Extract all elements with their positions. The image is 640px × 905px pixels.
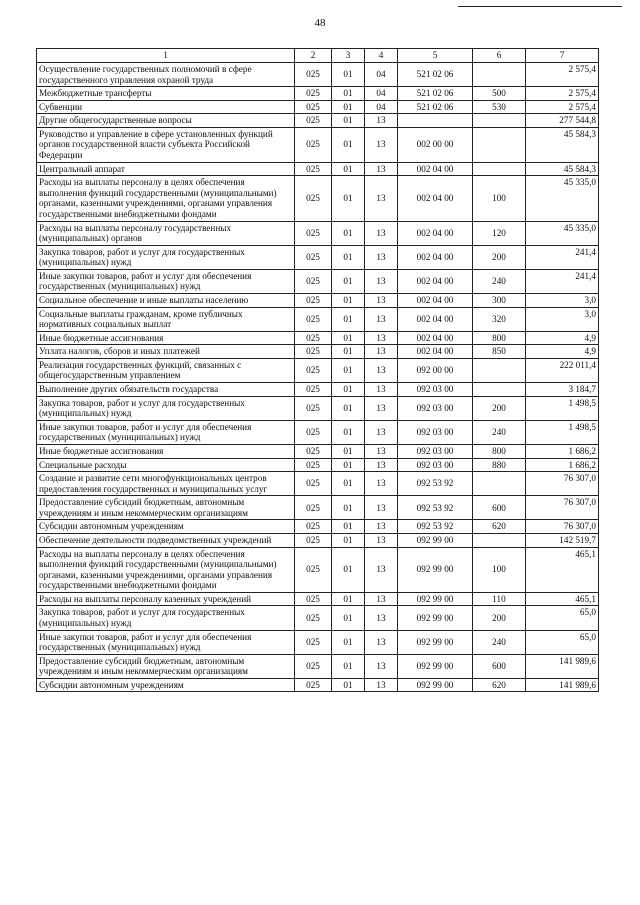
- subsection-code-cell: 13: [365, 444, 398, 458]
- item-name-cell: Иные бюджетные ассигнования: [37, 331, 295, 345]
- amount-cell: 142 519,7: [526, 533, 599, 547]
- expense-type-cell: 240: [473, 420, 526, 444]
- subsection-code-cell: 04: [365, 63, 398, 87]
- expense-type-cell: 620: [473, 520, 526, 534]
- amount-cell: 65,0: [526, 630, 599, 654]
- table-row: [37, 592, 599, 606]
- target-article-cell: 092 53 92: [398, 520, 473, 534]
- table-row: [37, 420, 599, 444]
- subsection-code-cell: 13: [365, 307, 398, 331]
- dept-code-cell: 025: [295, 100, 332, 114]
- table-row: [37, 307, 599, 331]
- dept-code-cell: 025: [295, 176, 332, 221]
- table-row: [37, 100, 599, 114]
- section-code-cell: 01: [332, 533, 365, 547]
- item-name-cell: Уплата налогов, сборов и иных платежей: [37, 345, 295, 359]
- expense-type-cell: 110: [473, 592, 526, 606]
- expense-type-cell: [473, 63, 526, 87]
- table-row: [37, 358, 599, 382]
- expense-type-cell: [473, 114, 526, 128]
- amount-cell: 1 686,2: [526, 458, 599, 472]
- item-name-cell: Закупка товаров, работ и услуг для государственных (муниципальных) нужд: [37, 396, 295, 420]
- subsection-code-cell: 13: [365, 458, 398, 472]
- section-code-cell: 01: [332, 654, 365, 678]
- section-code-cell: 01: [332, 100, 365, 114]
- subsection-code-cell: 13: [365, 221, 398, 245]
- dept-code-cell: 025: [295, 307, 332, 331]
- expense-type-cell: 800: [473, 444, 526, 458]
- expense-type-cell: 320: [473, 307, 526, 331]
- dept-code-cell: 025: [295, 63, 332, 87]
- dept-code-cell: 025: [295, 245, 332, 269]
- section-code-cell: 01: [332, 114, 365, 128]
- amount-cell: 3 184,7: [526, 383, 599, 397]
- target-article-cell: 092 99 00: [398, 630, 473, 654]
- item-name-cell: Межбюджетные трансферты: [37, 87, 295, 101]
- dept-code-cell: 025: [295, 606, 332, 630]
- table-row: [37, 678, 599, 692]
- header-row: [37, 49, 599, 63]
- target-article-cell: 092 99 00: [398, 592, 473, 606]
- expense-type-cell: 800: [473, 331, 526, 345]
- subsection-code-cell: 13: [365, 592, 398, 606]
- dept-code-cell: 025: [295, 472, 332, 496]
- amount-cell: 277 544,8: [526, 114, 599, 128]
- subsection-code-cell: 13: [365, 547, 398, 592]
- subsection-code-cell: 13: [365, 245, 398, 269]
- table-row: [37, 345, 599, 359]
- subsection-code-cell: 13: [365, 383, 398, 397]
- dept-code-cell: 025: [295, 127, 332, 162]
- expense-type-cell: [473, 358, 526, 382]
- target-article-cell: 002 04 00: [398, 245, 473, 269]
- subsection-code-cell: 13: [365, 114, 398, 128]
- expense-type-cell: 530: [473, 100, 526, 114]
- section-code-cell: 01: [332, 331, 365, 345]
- section-code-cell: 01: [332, 307, 365, 331]
- item-name-cell: Реализация государственных функций, связанных с общегосударственным управлением: [37, 358, 295, 382]
- dept-code-cell: 025: [295, 654, 332, 678]
- section-code-cell: 01: [332, 458, 365, 472]
- dept-code-cell: 025: [295, 496, 332, 520]
- section-code-cell: 01: [332, 127, 365, 162]
- section-code-cell: 01: [332, 520, 365, 534]
- header-cell: 4: [365, 49, 398, 63]
- budget-table: [36, 48, 599, 692]
- dept-code-cell: 025: [295, 221, 332, 245]
- amount-cell: 45 335,0: [526, 176, 599, 221]
- section-code-cell: 01: [332, 547, 365, 592]
- table-row: [37, 630, 599, 654]
- amount-cell: 141 989,6: [526, 678, 599, 692]
- item-name-cell: Иные бюджетные ассигнования: [37, 444, 295, 458]
- target-article-cell: 092 53 92: [398, 472, 473, 496]
- section-code-cell: 01: [332, 221, 365, 245]
- table-row: [37, 444, 599, 458]
- section-code-cell: 01: [332, 269, 365, 293]
- table-row: [37, 87, 599, 101]
- amount-cell: 65,0: [526, 606, 599, 630]
- table-row: [37, 606, 599, 630]
- section-code-cell: 01: [332, 293, 365, 307]
- subsection-code-cell: 13: [365, 269, 398, 293]
- target-article-cell: 092 03 00: [398, 420, 473, 444]
- amount-cell: 241,4: [526, 269, 599, 293]
- table-row: [37, 269, 599, 293]
- amount-cell: 4,9: [526, 345, 599, 359]
- target-article-cell: 092 03 00: [398, 383, 473, 397]
- dept-code-cell: 025: [295, 592, 332, 606]
- item-name-cell: Расходы на выплаты персоналу государственных (муниципальных) органов: [37, 221, 295, 245]
- subsection-code-cell: 13: [365, 472, 398, 496]
- expense-type-cell: 100: [473, 547, 526, 592]
- item-name-cell: Расходы на выплаты персоналу в целях обеспечения выполнения функций государственными (муниципальными) органами, казенными учреждениями, органами управления государственными внебюджетными фондами: [37, 547, 295, 592]
- amount-cell: 2 575,4: [526, 100, 599, 114]
- target-article-cell: 002 04 00: [398, 345, 473, 359]
- expense-type-cell: [473, 127, 526, 162]
- table-row: [37, 176, 599, 221]
- dept-code-cell: 025: [295, 331, 332, 345]
- dept-code-cell: 025: [295, 520, 332, 534]
- top-rule: [458, 6, 622, 7]
- dept-code-cell: 025: [295, 547, 332, 592]
- subsection-code-cell: 13: [365, 678, 398, 692]
- item-name-cell: Осуществление государственных полномочий в сфере государственного управления охраной труда: [37, 63, 295, 87]
- target-article-cell: 092 99 00: [398, 547, 473, 592]
- dept-code-cell: 025: [295, 345, 332, 359]
- subsection-code-cell: 13: [365, 176, 398, 221]
- item-name-cell: Иные закупки товаров, работ и услуг для обеспечения государственных (муниципальных) нужд: [37, 269, 295, 293]
- amount-cell: 1 498,5: [526, 420, 599, 444]
- table-row: [37, 114, 599, 128]
- amount-cell: 76 307,0: [526, 520, 599, 534]
- target-article-cell: 092 99 00: [398, 533, 473, 547]
- item-name-cell: Расходы на выплаты персоналу казенных учреждений: [37, 592, 295, 606]
- target-article-cell: 092 03 00: [398, 444, 473, 458]
- target-article-cell: 002 00 00: [398, 127, 473, 162]
- header-cell: 3: [332, 49, 365, 63]
- target-article-cell: 002 04 00: [398, 307, 473, 331]
- header-cell: 5: [398, 49, 473, 63]
- amount-cell: 3,0: [526, 293, 599, 307]
- amount-cell: 141 989,6: [526, 654, 599, 678]
- target-article-cell: 002 04 00: [398, 293, 473, 307]
- item-name-cell: Иные закупки товаров, работ и услуг для обеспечения государственных (муниципальных) нужд: [37, 420, 295, 444]
- dept-code-cell: 025: [295, 269, 332, 293]
- dept-code-cell: 025: [295, 383, 332, 397]
- item-name-cell: Предоставление субсидий бюджетным, автономным учреждениям и иным некоммерческим организациям: [37, 654, 295, 678]
- expense-type-cell: 100: [473, 176, 526, 221]
- section-code-cell: 01: [332, 592, 365, 606]
- item-name-cell: Социальные выплаты гражданам, кроме публичных нормативных социальных выплат: [37, 307, 295, 331]
- target-article-cell: 092 00 00: [398, 358, 473, 382]
- dept-code-cell: 025: [295, 420, 332, 444]
- section-code-cell: 01: [332, 396, 365, 420]
- target-article-cell: 002 04 00: [398, 331, 473, 345]
- subsection-code-cell: 13: [365, 654, 398, 678]
- section-code-cell: 01: [332, 176, 365, 221]
- table-row: [37, 496, 599, 520]
- subsection-code-cell: 13: [365, 293, 398, 307]
- target-article-cell: 002 04 00: [398, 221, 473, 245]
- item-name-cell: Другие общегосударственные вопросы: [37, 114, 295, 128]
- target-article-cell: 092 03 00: [398, 396, 473, 420]
- expense-type-cell: 200: [473, 606, 526, 630]
- dept-code-cell: 025: [295, 630, 332, 654]
- header-cell: 2: [295, 49, 332, 63]
- expense-type-cell: 600: [473, 654, 526, 678]
- target-article-cell: 092 99 00: [398, 606, 473, 630]
- subsection-code-cell: 13: [365, 162, 398, 176]
- expense-type-cell: [473, 472, 526, 496]
- table-row: [37, 127, 599, 162]
- expense-type-cell: 120: [473, 221, 526, 245]
- amount-cell: 1 686,2: [526, 444, 599, 458]
- amount-cell: 465,1: [526, 547, 599, 592]
- expense-type-cell: 850: [473, 345, 526, 359]
- table-row: [37, 383, 599, 397]
- expense-type-cell: 500: [473, 87, 526, 101]
- section-code-cell: 01: [332, 496, 365, 520]
- section-code-cell: 01: [332, 606, 365, 630]
- dept-code-cell: 025: [295, 458, 332, 472]
- item-name-cell: Закупка товаров, работ и услуг для государственных (муниципальных) нужд: [37, 245, 295, 269]
- amount-cell: 45 335,0: [526, 221, 599, 245]
- dept-code-cell: 025: [295, 293, 332, 307]
- item-name-cell: Субвенции: [37, 100, 295, 114]
- subsection-code-cell: 13: [365, 358, 398, 382]
- amount-cell: 4,9: [526, 331, 599, 345]
- subsection-code-cell: 13: [365, 345, 398, 359]
- expense-type-cell: 200: [473, 396, 526, 420]
- expense-type-cell: 200: [473, 245, 526, 269]
- table-row: [37, 63, 599, 87]
- item-name-cell: Обеспечение деятельности подведомственных учреждений: [37, 533, 295, 547]
- subsection-code-cell: 13: [365, 420, 398, 444]
- table-row: [37, 221, 599, 245]
- expense-type-cell: [473, 533, 526, 547]
- section-code-cell: 01: [332, 444, 365, 458]
- target-article-cell: 521 02 06: [398, 100, 473, 114]
- amount-cell: 76 307,0: [526, 472, 599, 496]
- amount-cell: 1 498,5: [526, 396, 599, 420]
- amount-cell: 45 584,3: [526, 127, 599, 162]
- table-row: [37, 520, 599, 534]
- subsection-code-cell: 13: [365, 396, 398, 420]
- amount-cell: 45 584,3: [526, 162, 599, 176]
- item-name-cell: Субсидии автономным учреждениям: [37, 678, 295, 692]
- subsection-code-cell: 13: [365, 533, 398, 547]
- item-name-cell: Социальное обеспечение и иные выплаты населению: [37, 293, 295, 307]
- subsection-code-cell: 13: [365, 127, 398, 162]
- target-article-cell: 521 02 06: [398, 63, 473, 87]
- amount-cell: 3,0: [526, 307, 599, 331]
- table-row: [37, 293, 599, 307]
- subsection-code-cell: 13: [365, 520, 398, 534]
- item-name-cell: Специальные расходы: [37, 458, 295, 472]
- target-article-cell: 002 04 00: [398, 176, 473, 221]
- dept-code-cell: 025: [295, 358, 332, 382]
- section-code-cell: 01: [332, 358, 365, 382]
- header-cell: 6: [473, 49, 526, 63]
- expense-type-cell: [473, 162, 526, 176]
- subsection-code-cell: 13: [365, 331, 398, 345]
- section-code-cell: 01: [332, 162, 365, 176]
- page-number: 48: [314, 17, 326, 29]
- section-code-cell: 01: [332, 630, 365, 654]
- table-row: [37, 245, 599, 269]
- table-row: [37, 654, 599, 678]
- expense-type-cell: 240: [473, 630, 526, 654]
- expense-type-cell: 880: [473, 458, 526, 472]
- dept-code-cell: 025: [295, 114, 332, 128]
- expense-type-cell: 240: [473, 269, 526, 293]
- table-row: [37, 472, 599, 496]
- item-name-cell: Иные закупки товаров, работ и услуг для обеспечения государственных (муниципальных) нужд: [37, 630, 295, 654]
- item-name-cell: Центральный аппарат: [37, 162, 295, 176]
- target-article-cell: 092 53 92: [398, 496, 473, 520]
- amount-cell: 2 575,4: [526, 63, 599, 87]
- item-name-cell: Выполнение других обязательств государства: [37, 383, 295, 397]
- amount-cell: 2 575,4: [526, 87, 599, 101]
- item-name-cell: Создание и развитие сети многофункциональных центров предоставления государственных и муниципальных услуг: [37, 472, 295, 496]
- subsection-code-cell: 04: [365, 87, 398, 101]
- header-cell: 7: [526, 49, 599, 63]
- subsection-code-cell: 04: [365, 100, 398, 114]
- section-code-cell: 01: [332, 678, 365, 692]
- section-code-cell: 01: [332, 420, 365, 444]
- section-code-cell: 01: [332, 383, 365, 397]
- table-row: [37, 396, 599, 420]
- amount-cell: 241,4: [526, 245, 599, 269]
- section-code-cell: 01: [332, 345, 365, 359]
- amount-cell: 222 011,4: [526, 358, 599, 382]
- item-name-cell: Субсидии автономным учреждениям: [37, 520, 295, 534]
- item-name-cell: Руководство и управление в сфере установленных функций органов государственной власти субъекта Российской Федерации: [37, 127, 295, 162]
- item-name-cell: Расходы на выплаты персоналу в целях обеспечения выполнения функций государственными (муниципальными) органами, казенными учреждениями, органами управления государственными внебюджетными фондами: [37, 176, 295, 221]
- subsection-code-cell: 13: [365, 606, 398, 630]
- amount-cell: 465,1: [526, 592, 599, 606]
- expense-type-cell: 620: [473, 678, 526, 692]
- table-row: [37, 458, 599, 472]
- table-row: [37, 162, 599, 176]
- dept-code-cell: 025: [295, 162, 332, 176]
- target-article-cell: 002 04 00: [398, 269, 473, 293]
- expense-type-cell: 300: [473, 293, 526, 307]
- section-code-cell: 01: [332, 245, 365, 269]
- target-article-cell: [398, 114, 473, 128]
- dept-code-cell: 025: [295, 87, 332, 101]
- dept-code-cell: 025: [295, 533, 332, 547]
- target-article-cell: 002 04 00: [398, 162, 473, 176]
- dept-code-cell: 025: [295, 444, 332, 458]
- target-article-cell: 521 02 06: [398, 87, 473, 101]
- subsection-code-cell: 13: [365, 496, 398, 520]
- dept-code-cell: 025: [295, 678, 332, 692]
- target-article-cell: 092 99 00: [398, 678, 473, 692]
- section-code-cell: 01: [332, 472, 365, 496]
- expense-type-cell: 600: [473, 496, 526, 520]
- target-article-cell: 092 99 00: [398, 654, 473, 678]
- dept-code-cell: 025: [295, 396, 332, 420]
- item-name-cell: Закупка товаров, работ и услуг для государственных (муниципальных) нужд: [37, 606, 295, 630]
- item-name-cell: Предоставление субсидий бюджетным, автономным учреждениям и иным некоммерческим организациям: [37, 496, 295, 520]
- table-row: [37, 331, 599, 345]
- header-cell: 1: [37, 49, 295, 63]
- target-article-cell: 092 03 00: [398, 458, 473, 472]
- table-row: [37, 547, 599, 592]
- expense-type-cell: [473, 383, 526, 397]
- table-row: [37, 533, 599, 547]
- section-code-cell: 01: [332, 63, 365, 87]
- amount-cell: 76 307,0: [526, 496, 599, 520]
- section-code-cell: 01: [332, 87, 365, 101]
- subsection-code-cell: 13: [365, 630, 398, 654]
